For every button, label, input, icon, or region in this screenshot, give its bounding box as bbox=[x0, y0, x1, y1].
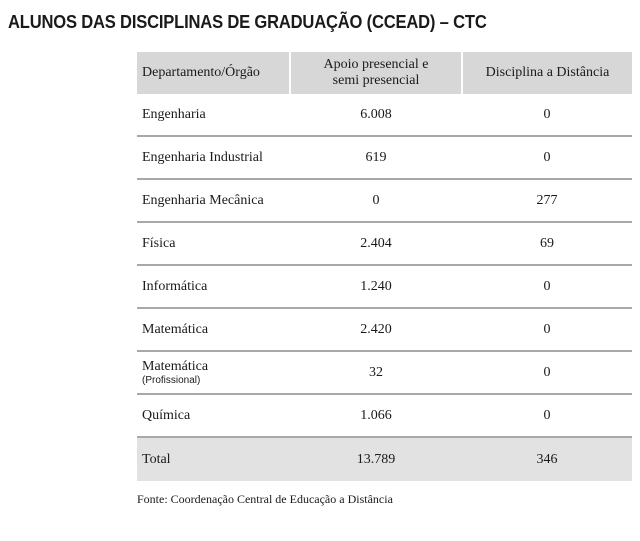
table-row bbox=[137, 94, 632, 136]
row-department: Engenharia bbox=[137, 94, 290, 136]
table-row bbox=[137, 351, 632, 394]
total-presencial: 13.789 bbox=[290, 437, 462, 481]
total-distancia: 346 bbox=[462, 437, 632, 481]
row-distancia: 69 bbox=[462, 222, 632, 265]
row-department: Física bbox=[137, 222, 290, 265]
header-presencial-line2: semi presencial bbox=[332, 73, 420, 88]
row-presencial: 6.008 bbox=[290, 94, 462, 136]
table-row bbox=[137, 136, 632, 179]
header-distancia: Disciplina a Distância bbox=[462, 52, 632, 94]
header-presencial-line1: Apoio presencial e bbox=[323, 57, 429, 72]
table-row bbox=[137, 394, 632, 437]
header-presencial bbox=[290, 52, 462, 94]
row-presencial: 0 bbox=[290, 179, 462, 222]
row-presencial: 2.404 bbox=[290, 222, 462, 265]
row-department bbox=[137, 351, 290, 394]
row-distancia: 0 bbox=[462, 136, 632, 179]
header-department: Departamento/Órgão bbox=[137, 52, 290, 94]
table-header-row bbox=[137, 52, 632, 94]
page-title: ALUNOS DAS DISCIPLINAS DE GRADUAÇÃO (CCEAD) – CTC bbox=[8, 12, 487, 32]
row-department: Engenharia Industrial bbox=[137, 136, 290, 179]
row-presencial: 1.066 bbox=[290, 394, 462, 437]
row-distancia: 0 bbox=[462, 308, 632, 351]
row-distancia: 0 bbox=[462, 265, 632, 308]
students-table bbox=[137, 52, 632, 481]
table-row bbox=[137, 308, 632, 351]
row-distancia: 0 bbox=[462, 351, 632, 394]
table-row bbox=[137, 222, 632, 265]
row-department: Informática bbox=[137, 265, 290, 308]
row-presencial: 1.240 bbox=[290, 265, 462, 308]
source-note: Fonte: Coordenação Central de Educação a Distância bbox=[137, 492, 393, 506]
row-presencial: 32 bbox=[290, 351, 462, 394]
row-department: Matemática bbox=[137, 308, 290, 351]
row-department: Engenharia Mecânica bbox=[137, 179, 290, 222]
table-row bbox=[137, 179, 632, 222]
row-department: Química bbox=[137, 394, 290, 437]
row-presencial: 2.420 bbox=[290, 308, 462, 351]
total-label: Total bbox=[137, 437, 290, 481]
row-presencial: 619 bbox=[290, 136, 462, 179]
row-distancia: 0 bbox=[462, 394, 632, 437]
row-distancia: 277 bbox=[462, 179, 632, 222]
table-row bbox=[137, 265, 632, 308]
total-row bbox=[137, 437, 632, 481]
row-distancia: 0 bbox=[462, 94, 632, 136]
row-department-note: (Profissional) bbox=[142, 374, 201, 386]
row-department-name: Matemática bbox=[142, 358, 209, 374]
